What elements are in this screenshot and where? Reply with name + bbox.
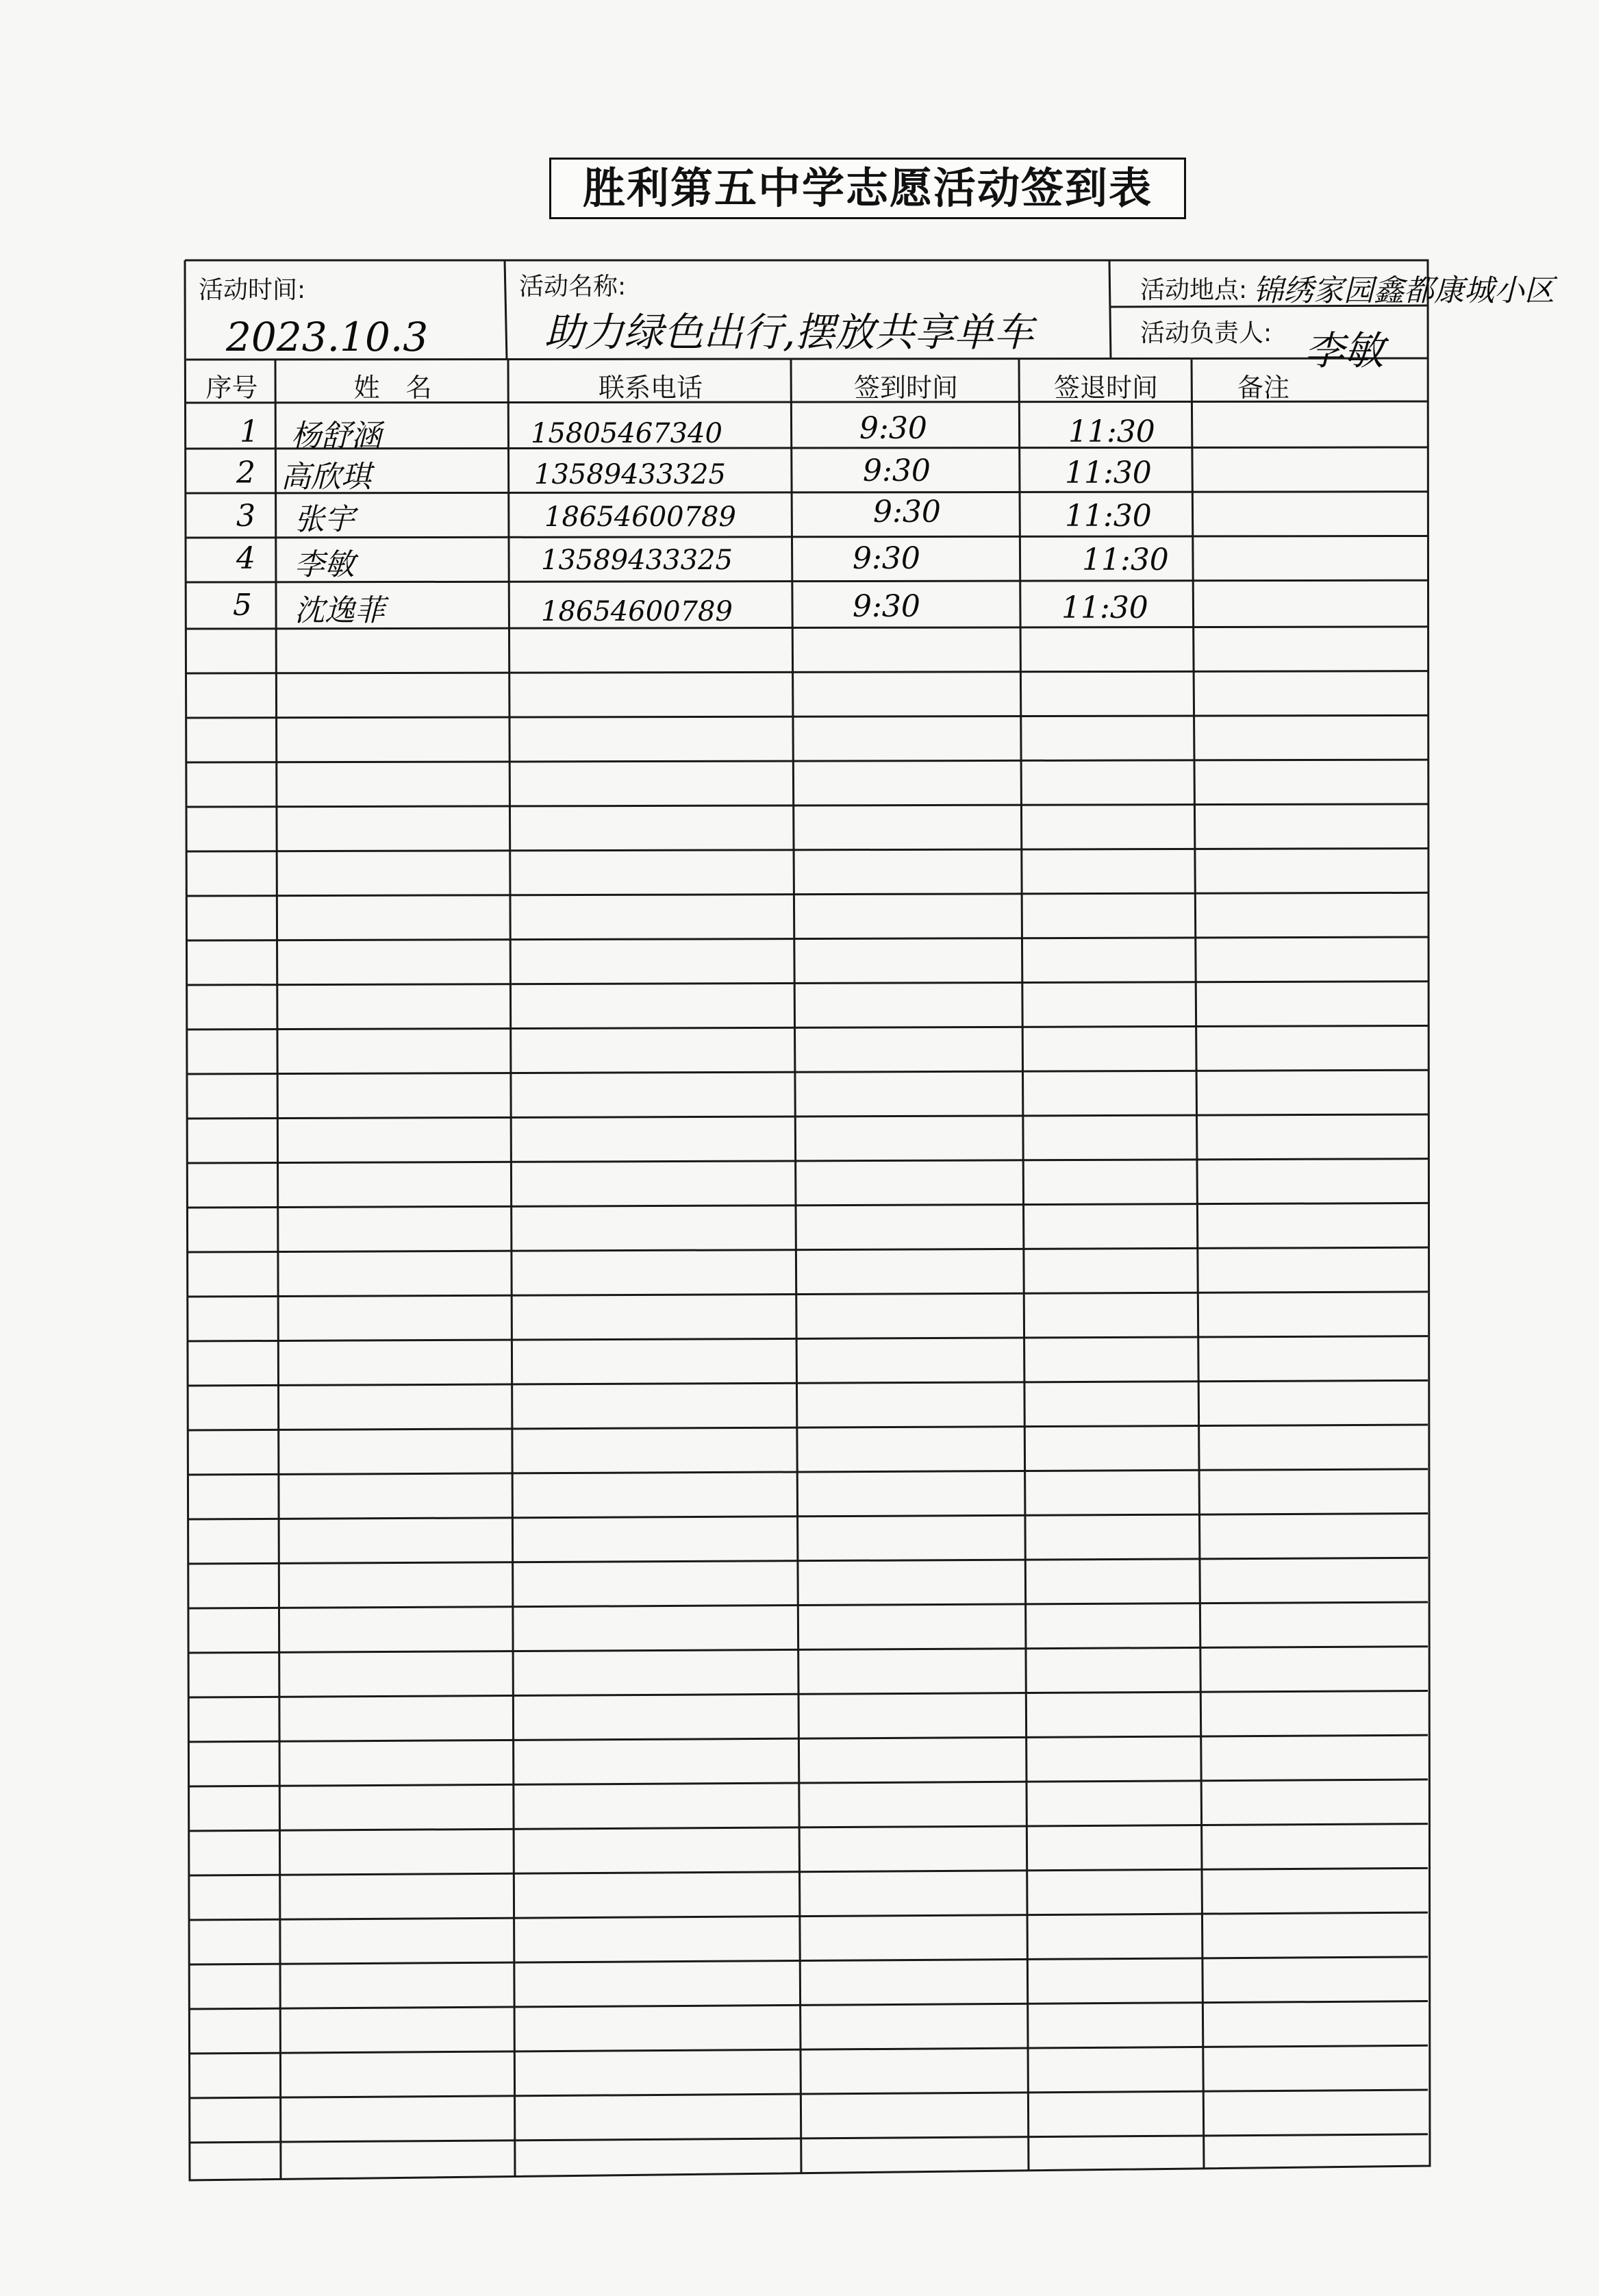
cell-no: 4 [236, 541, 255, 576]
cell-phone: 18654600789 [544, 501, 736, 533]
cell-phone: 18654600789 [541, 596, 733, 627]
cell-no: 1 [240, 414, 259, 449]
cell-sign-out: 11:30 [1068, 414, 1155, 449]
cell-sign-in: 9:30 [853, 541, 920, 576]
col-header-phone: 联系电话 [598, 373, 703, 403]
cell-phone: 15805467340 [531, 418, 722, 449]
time-label: 活动时间: [199, 276, 306, 304]
cell-sign-out: 11:30 [1065, 499, 1152, 534]
cell-name: 沈逸菲 [294, 593, 385, 628]
cell-sign-in: 9:30 [853, 589, 920, 624]
time-value: 2023.10.3 [226, 314, 429, 360]
col-header-sign-out: 签退时间 [1053, 373, 1158, 403]
cell-name: 杨舒涵 [291, 419, 381, 453]
cell-sign-in: 9:30 [859, 411, 927, 446]
page-title: 胜利第五中学志愿活动签到表 [549, 158, 1186, 219]
cell-name: 高欣琪 [281, 460, 371, 495]
cell-sign-in: 9:30 [873, 495, 941, 529]
cell-phone: 13589433325 [541, 545, 733, 576]
cell-no: 5 [233, 588, 252, 623]
cell-no: 3 [236, 499, 255, 534]
col-header-sign-in: 签到时间 [853, 373, 958, 403]
cell-sign-in: 9:30 [863, 453, 931, 488]
cell-phone: 13589433325 [534, 459, 726, 490]
leader-value: 李敏 [1305, 327, 1385, 374]
col-header-name: 姓 名 [353, 373, 432, 403]
cell-name: 李敏 [294, 547, 355, 582]
activity-name-value: 助力绿色出行,摆放共享单车 [544, 309, 1034, 355]
cell-no: 2 [236, 456, 255, 490]
col-header-note: 备注 [1237, 373, 1289, 403]
location-value: 锦绣家园鑫都康城小区 [1253, 273, 1554, 308]
cell-name: 张宇 [294, 502, 355, 537]
cell-sign-out: 11:30 [1082, 542, 1169, 577]
location-label: 活动地点: [1140, 276, 1248, 304]
cell-sign-out: 11:30 [1065, 456, 1152, 490]
cell-sign-out: 11:30 [1061, 590, 1148, 625]
leader-label: 活动负责人: [1140, 319, 1272, 347]
activity-name-label: 活动名称: [519, 273, 627, 301]
col-header-no: 序号 [205, 373, 258, 403]
